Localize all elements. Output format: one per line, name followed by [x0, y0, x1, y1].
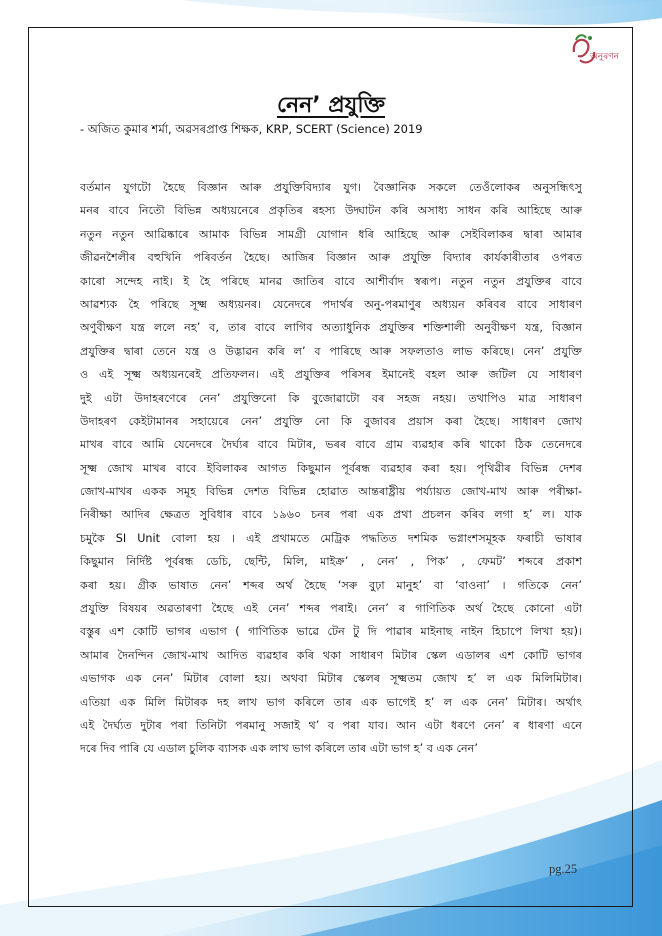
body-line: কিছুমান নিৰ্দিষ্ট পূৰ্বৰন্ধ ডেচি, ছেন্টি, মিলি, মাইক্ৰ’ , নেন’ , পিক’ , ফেমট’ শব্দৰে প্ৰকাশ	[80, 555, 582, 569]
body-line: উদাহৰণ কেইটামানৰ সহায়েৰে নেন’ প্ৰযুক্তি নো কি বুজাবৰ প্ৰয়াস কৰা হৈছে। সাধাৰণ জোখ	[80, 414, 582, 428]
body-line: আমাৰ দৈনন্দিন জোখ-মাখ আদিত ব্যৱহাৰ কৰি থকা সাধাৰণ মিটাৰ স্কেল এডালৰ এশ কোটি ভাগৰ	[80, 648, 582, 662]
body-line: ও এই সূক্ষ্ম অধ্যয়নৰেই প্ৰতিফলন। এই প্ৰযুক্তিৰ পৰিসৰ ইমানেই বহল আৰু জটিল যে সাধাৰণ	[80, 368, 582, 382]
body-line: মনৰ বাবে নিতৌ বিভিন্ন অধ্যয়নেৰে প্ৰকৃতিৰ ৰহস্য উদ্ঘাটন কৰি অসাধ্য সাধন কৰি আহিছে আৰু	[80, 204, 582, 218]
body-line: দৰে দিব পাৰি যে এডাল চুলিক ব্যাসক এক লাখ ভাগ কৰিলে তাৰ এটা ভাগ হ’ ব এক নেন’	[80, 742, 478, 756]
body-line: নতুন নতুন আৱিষ্কাৰে আমাক বিভিন্ন সামগ্ৰী যোগান ধৰি আহিছে আৰু সেইবিলাকৰ দ্বাৰা আমাৰ	[80, 227, 582, 241]
body-line: অণুবীক্ষণ যন্ত্ৰ ললে নহ’ ব, তাৰ বাবে লাগিব অত্যাধুনিক প্ৰযুক্তিৰ শক্তিশালী অনুবীক্ষণ যন্ত্ৰ, বিজ্ঞান	[80, 321, 582, 335]
body-line: জীৱনশৈলীৰ বহুখিনি পৰিবৰ্তন হৈছে। আজিৰ বিজ্ঞান আৰু প্ৰযুক্তি বিদ্যাৰ কাৰ্যকাৰীতাৰ ওপৰত	[80, 251, 582, 265]
body-line: জোখ-মাখৰ একক সমূহ বিভিন্ন দেশত বিভিন্ন হোৱাত আন্তৰাষ্ট্ৰীয় পৰ্য্যায়ত জোখ-মাখ আৰু পৰীক্ষা-	[80, 485, 582, 499]
body-line: এতিয়া এক মিলি মিটাৰক দহ লাখ ভাগ কৰিলে তাৰ এক ভাগেই হ’ ল এক নেন’ মিটাৰ। অৰ্থাৎ	[80, 695, 582, 709]
body-line: মাখৰ বাবে আমি যেনেদৰে দৈৰ্ঘ্যৰ বাবে মিটাৰ, ভৰৰ বাবে গ্ৰাম ব্যৱহাৰ কৰি থাকো ঠিক তেনেদৰে	[80, 438, 582, 452]
author-byline: - অজিত কুমাৰ শৰ্মা, অৱসৰপ্ৰাপ্ত শিক্ষক, KRP, SCERT (Science) 2019	[80, 122, 423, 136]
body-line: কৰা হয়। গ্ৰীক ভাষাত নেন’ শব্দৰ অৰ্থ হৈছে ‘সৰু বুঢ়া মানুহ’ বা ‘বাওনা’ । গতিকে নেন’	[80, 578, 582, 592]
body-line: বস্তুৰ এশ কোটি ভাগৰ এভাগ ( গাণিতিক ভাৱে টেন টু দি পাৱাৰ মাইনাছ নাইন হিচাপে লিখা হয়)।	[80, 625, 582, 639]
body-line: আৱশ্যক হৈ পৰিছে সূক্ষ্ম অধ্যয়নৰ। যেনেদৰে পদাৰ্থৰ অনু-পৰমাণুৰ অধ্যয়ন কৰিবৰ বাবে সাধাৰণ	[80, 297, 582, 311]
body-line: সূক্ষ্ম জোখ মাখৰ বাবে ইবিলাকৰ আগত কিছুমান পূৰ্বৰন্ধ ব্যৱহাৰ কৰা হয়। পৃথিৱীৰ বিভিন্ন দেশৰ	[80, 461, 582, 475]
article-body	[80, 176, 582, 761]
body-line: এই দৈৰ্ঘ্যত দুটাৰ পৰা তিনিটা পৰমানু সজাই থ’ ব পৰা যাব। আন এটা ধৰণে নেন’ ৰ ধাৰণা এনে	[80, 718, 582, 732]
body-line: প্ৰযুক্তি বিষয়ৰ অৱতাৰণা হৈছে এই নেন’ শব্দৰ পৰাই। নেন’ ৰ গাণিতিক অৰ্থ হৈছে কোনো এটা	[80, 602, 582, 616]
page-number: pg.25	[549, 862, 578, 876]
body-line: প্ৰযুক্তিৰ দ্বাৰা তেনে যন্ত্ৰ ও উদ্ভাৱন কৰি ল’ ব পাৰিছে আৰু সফলতাও লাভ কৰিছে। নেন’ প্ৰযুক্তি	[80, 344, 582, 358]
body-line: কাৰো সন্দেহ নাই। ই হৈ পৰিছে মানৱ জাতিৰ বাবে আশীৰ্বাদ স্বৰূপ। নতুন নতুন প্ৰযুক্তিৰ বাবে	[80, 274, 582, 288]
article-title	[0, 88, 662, 125]
article-title-text: নেন’ প্ৰযুক্তি	[277, 93, 385, 118]
logo-text: অনুৰণন	[590, 52, 620, 62]
body-line: দুই এটা উদাহৰণেৰে নেন’ প্ৰযুক্তিনো কি বুজোৱাটো বৰ সহজ নহয়। তথাপিও মাত্ৰ সাধাৰণ	[80, 391, 582, 405]
body-line: এভাগক এক নেন’ মিটাৰ বোলা হয়। অথবা মিটাৰ স্কেলৰ সূক্ষ্মতম জোখ হ’ ল এক মিলিমিটাৰ।	[80, 672, 582, 686]
body-line: নিৰীক্ষা আদিৰ ক্ষেত্ৰত সুবিধাৰ বাবে ১৯৬০ চনৰ পৰা এক প্ৰথা প্ৰচলন কৰিব লগা হ’ ল। যাক	[80, 508, 582, 522]
body-line: বৰ্তমান যুগটো হৈছে বিজ্ঞান আৰু প্ৰযুক্তিবিদ্যাৰ যুগ। বৈজ্ঞানিক সকলে তেওঁলোকৰ অনুসন্ধিৎসু	[80, 181, 582, 194]
body-line: চমুকৈ SI Unit বোলা হয় । এই প্ৰথামতে মেট্ৰিক পদ্ধতিত দশমিক ভগ্নাংশসমূহক ফৰাচী ভাষাৰ	[80, 531, 582, 545]
